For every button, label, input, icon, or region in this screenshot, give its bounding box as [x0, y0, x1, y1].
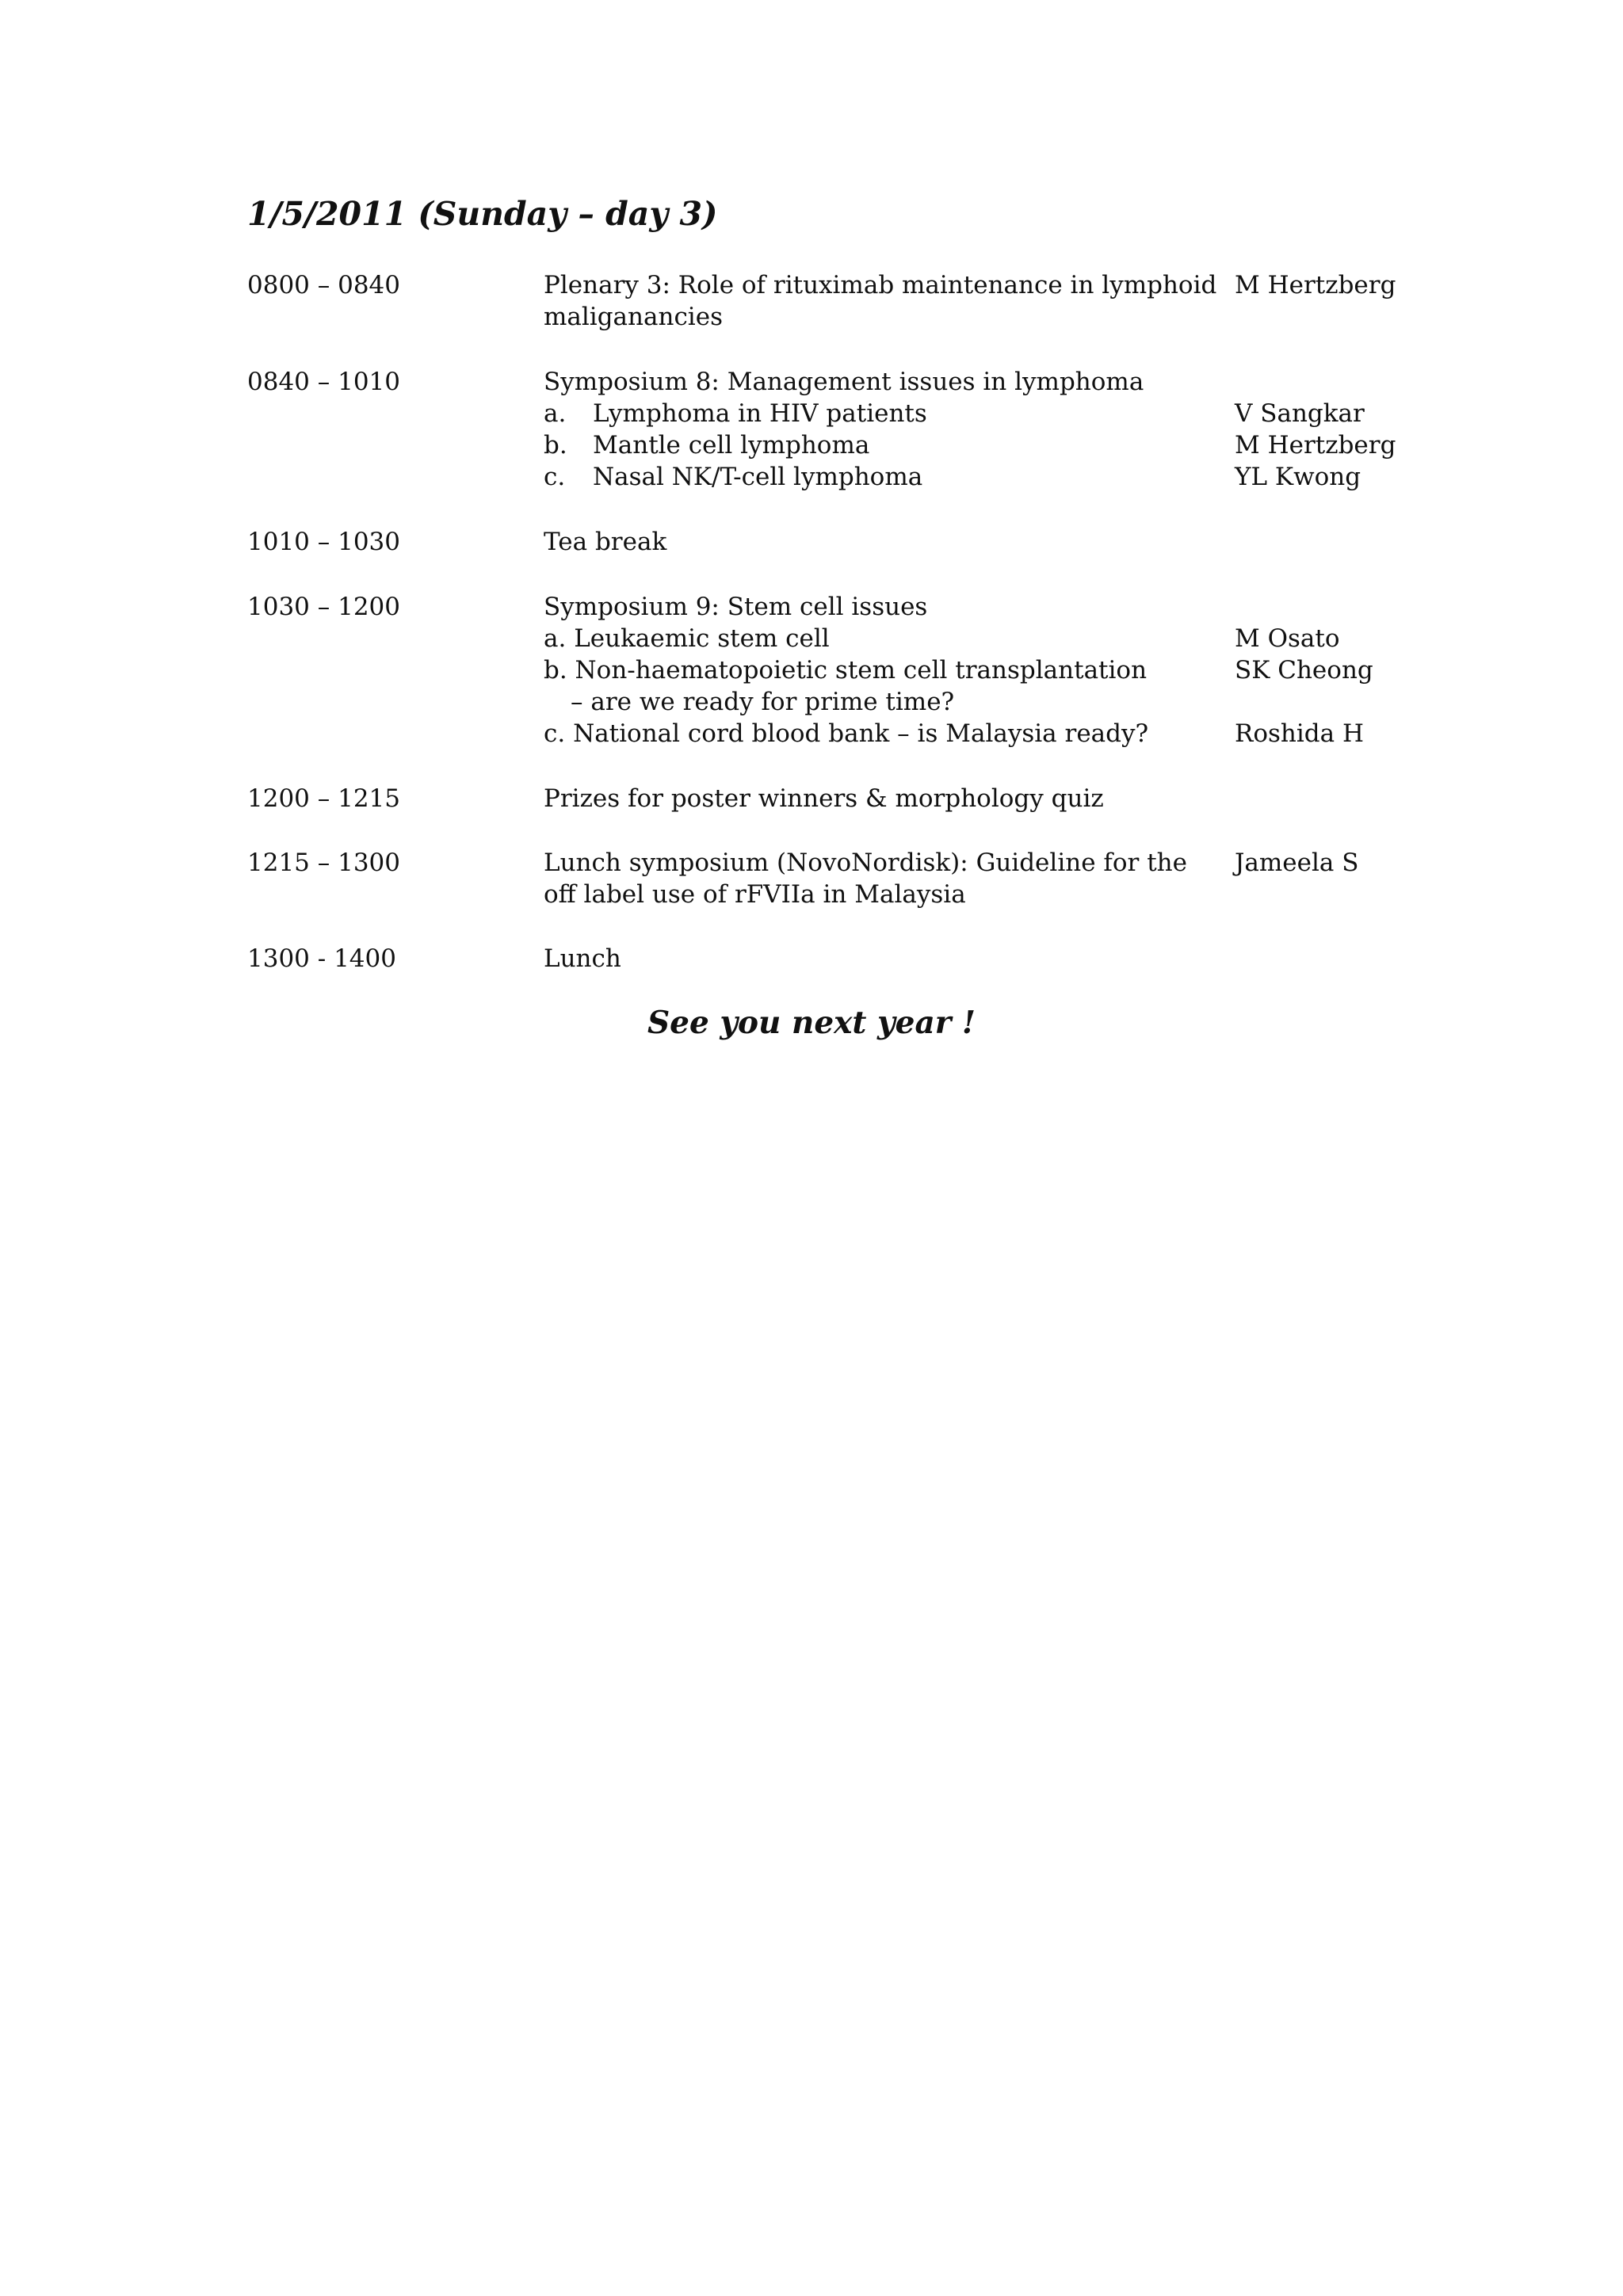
symposium-item: a. Leukaemic stem cell [544, 624, 830, 653]
symposium-item-continued: – are we ready for prime time? [571, 688, 955, 716]
closing-message: See you next year ! [647, 1005, 976, 1041]
item-letter: a. [544, 399, 567, 428]
session-title: Lunch [544, 944, 621, 973]
session-speaker: M Hertzberg [1235, 271, 1396, 299]
symposium-item: b. Non-haematopoietic stem cell transplantation [544, 656, 1148, 685]
symposium-item [544, 461, 922, 493]
item-text: Nasal NK/T-cell lymphoma [593, 463, 923, 491]
item-text: Mantle cell lymphoma [593, 431, 870, 460]
item-speaker: M Osato [1235, 624, 1340, 653]
session-title: Symposium 8: Management issues in lymphoma [544, 368, 1144, 396]
symposium-item [544, 429, 869, 461]
session-time: 1215 – 1300 [247, 849, 400, 877]
day-title: 1/5/2011 (Sunday – day 3) [247, 195, 718, 233]
session-speaker: Jameela S [1235, 849, 1359, 877]
item-speaker: M Hertzberg [1235, 431, 1396, 460]
session-time: 0840 – 1010 [247, 368, 400, 396]
item-speaker: Roshida H [1235, 719, 1365, 748]
symposium-item: c. National cord blood bank – is Malaysia ready? [544, 719, 1149, 748]
item-speaker: V Sangkar [1235, 399, 1365, 428]
session-title: Symposium 9: Stem cell issues [544, 593, 928, 621]
item-text: Lymphoma in HIV patients [593, 399, 927, 428]
session-title: Tea break [544, 528, 667, 556]
session-time: 1010 – 1030 [247, 528, 400, 556]
item-letter: c. [544, 463, 566, 491]
session-title-continued: maliganancies [544, 303, 723, 331]
symposium-item [544, 398, 927, 429]
session-time: 0800 – 0840 [247, 271, 400, 299]
session-title: Lunch symposium (NovoNordisk): Guideline for the [544, 849, 1187, 877]
session-title: Prizes for poster winners & morphology quiz [544, 784, 1104, 813]
item-letter: b. [544, 431, 567, 460]
session-title: Plenary 3: Role of rituximab maintenance in lymphoid [544, 271, 1217, 299]
item-speaker: YL Kwong [1235, 463, 1361, 491]
item-speaker: SK Cheong [1235, 656, 1373, 685]
session-time: 1030 – 1200 [247, 593, 400, 621]
session-time: 1200 – 1215 [247, 784, 400, 813]
session-title-continued: off label use of rFVIIa in Malaysia [544, 880, 966, 909]
session-time: 1300 - 1400 [247, 944, 396, 973]
